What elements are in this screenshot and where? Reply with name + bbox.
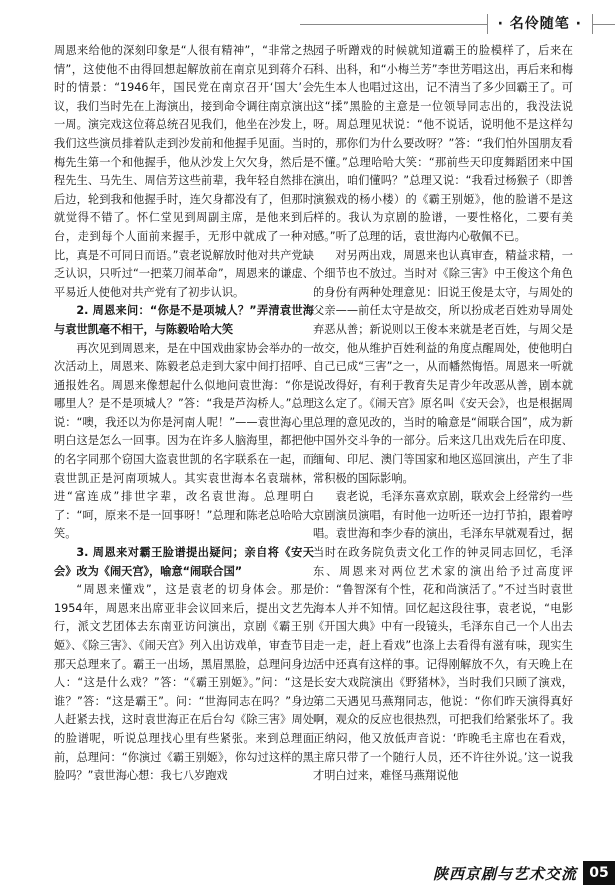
section-title: · 名伶随笔 · xyxy=(487,14,593,34)
left-column xyxy=(54,42,314,786)
paragraph: 园子听蹭戏的时候就知道霸王的脸模样了，后来在科、出科，和“小梅兰芳”李世芳唱这出，再后来和梅先生本人也唱过这出，记不清当了多少回霸王了。可这“揉”黑脸的主意是一位领导同志出的，我没法说呀。周总理见状说：“他不说话，说明他不是这样勾的，那你们为什么要改呀？”答：“我们怕外国朋友看不懂。”总理哈哈大笑：“那前些天印度舞蹈团来中国演出，咱们懂吗？”总理又说：“我看过杨猴子（即善演猴戏的杨小楼）的《霸王别姬》，他的脸谱不是这样的。我认为京剧的脸谱，一要性格化，二要有美感。”听了总理的话，袁世海内心敬佩不已。 xyxy=(313,44,573,243)
page-footer xyxy=(433,860,615,886)
paragraph: 对另两出戏，周恩来也认真审查，精益求精，一个细节也不放过。当时对《除三害》中王俊这个角色的身份有两种处理意见：旧说王俊是太守，与周处的父亲——前任太守是故交，所以扮成老百姓劝导周处弃恶从善；新说则以王俊本来就是老百姓，与周父是故交，他从维护百姓利益的角度点醒周处，使他明白自己已成“三害”之一，从而幡然悔悟。周恩来一听就说改得好，有利于教育失足青少年改恶从善，剧本就这么定了。《闹天宫》原名叫《安天会》，也是根据周总理的意见改的，当时的喻意是“闹联合国”，成为新中国外交斗争的一部分。后来这几出戏先后在印度、缅甸、印尼、澳门等国家和地区巡回演出，产生了非常积极的国际影响。 xyxy=(313,248,573,485)
subheading: 3. 周恩来对霸王脸谱提出疑问；亲自将《安天会》改为《闹天宫》，喻意“闹联合国” xyxy=(54,546,314,578)
page-number: 05 xyxy=(583,861,615,885)
paragraph: “周恩来懂戏”，这是袁老的切身体会。那是1954年，周恩来出席亚非会议回来后，提出文艺先行，派文艺团体去东南亚访问演出，京剧《霸王别姬》、《除三害》、《闹天宫》列入出访戏单，审查节目那天总理来了。霸王一出场，黑眉黑脸，总理问身边人：“这是什么戏？”答：“《霸王别姬》。”问：“这是谁？”答：“这是霸王”。问：“世海同志在吗？”身边人赶紧去找，这时袁世海正在后台勾《除三害》周处的脸谱呢，听说总理找心里有些紧张。来到总理面前，总理问：“你演过《霸王别姬》，你勾过这样的黑脸吗？”袁世海心想：我七八岁跑戏 xyxy=(54,583,314,783)
journal-name: 陕西京剧与艺术交流 xyxy=(432,864,577,883)
paragraph: 袁老说，毛泽东喜欢京剧，联欢会上经常约一些京剧演员演唱，有时他一边听还一边打节拍，跟着哼唱。袁世海和李少春的演出，毛泽东早就观看过，据当时在政务院负责文化工作的钟灵同志回忆，毛泽东、周恩来对两位艺术家的演出给予过高度评价：“鲁智深有个性，花和尚演活了。”不过当时袁世海本人并不知情。回忆起这段往事，袁老说，“电影《开国大典》中有一段镜头，毛泽东自己一个人出去走一走，赶上看戏”也涤上去看得有滋有味，现实生活中还真有这样的事。记得刚解放不久，有天晚上在长安大戏院演出《野猪林》，当时我们只顾了演戏，第二天遇见马燕翔同志，他说：“你们昨天演得真好啊，观众的反应也很热烈，可把我们给紧张坏了。我正纳闷，他又放低声音说：‘昨晚毛主席也在看戏，主席只带了一个随行人员，还不许往外说。’这一说我才明白过来，难怪马燕翔说他 xyxy=(313,490,573,783)
paragraph: 周恩来给他的深刻印象是“人很有精神”，“非常之热情”，这使他不由得回想起解放前在南京见到蒋介石时的情景：“1946年，国民党在南京召开‘国大’会议，我们当时先在上海演出，接到命令调往南京演出一周。演完戏这位蒋总统召见我们，他坐在沙发上，我们这些演员排着队走到沙发前和他握手见面。当时梅先生第一个和他握手，他从沙发上欠欠身，然后是程先生、马先生、周信芳这些前辈，我年轻自然排在后边，轮到我和他握手时，连欠身都没有了，但那时就觉得不错了。怀仁堂见到周副主席，是他来到后台，走到每个人面前来握手，无形中就成了一种对比，真是不可同日而语。”袁老说解放时他对共产党缺乏认识，只听过“一把菜刀闹革命”，周恩来的谦虚、平易近人使他对共产党有了初步认识。 xyxy=(54,44,314,299)
subheading: 2. 周恩来问：“你是不是项城人？”弄清袁世海与袁世凯毫不相干，与陈毅哈哈大笑 xyxy=(54,304,314,336)
page-header xyxy=(0,14,615,34)
right-column xyxy=(313,42,573,786)
paragraph: 再次见到周恩来，是在中国戏曲家协会举办的一次活动上，周恩来、陈毅老总走到大家中间打招呼、通报姓名。周恩来像想起什么似地问袁世海：“你是哪里人？是不是项城人？”答：“我是芦沟桥人。”总理说：“噢，我还以为你是河南人呢！”——袁世海心里明白这是怎么一回事。因为在许多人脑海里，都把他的名字同那个窃国大盗袁世凯的名字联系在一起，而袁世凯正是河南项城人。其实袁世海本名袁瑞林，进“富连成”排世字辈，改名袁世海。总理明白了：“呵，原来不是一回事呀！”总理和陈老总哈哈大笑。 xyxy=(54,341,314,541)
